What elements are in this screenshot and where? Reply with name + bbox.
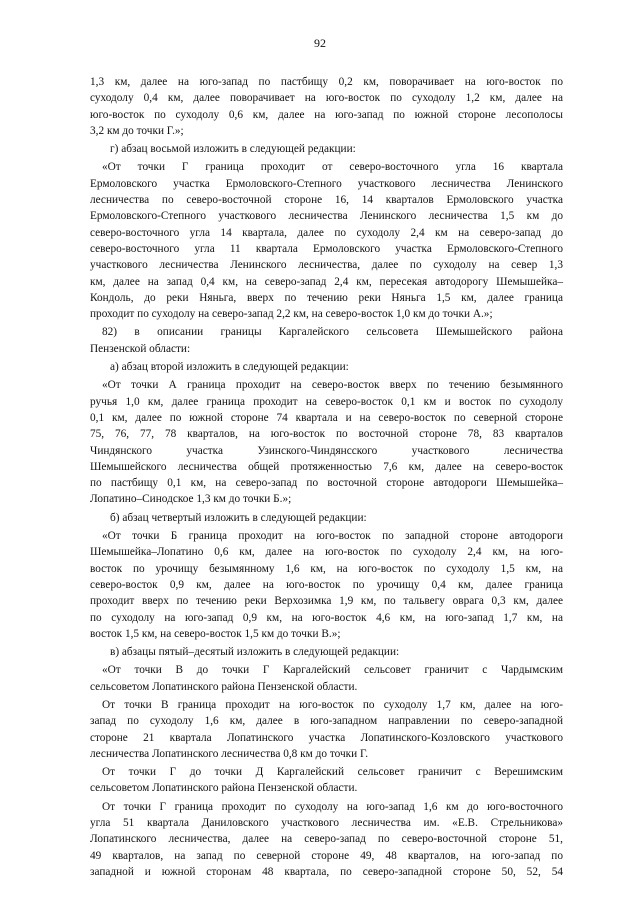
page-number: 92 [314,36,326,50]
text-line: От точки Г до точки Д Каргалейский сельсовет граничит с Верешимским [102,766,563,779]
text-line: проходит вверх по течению реки Верхозимка 1,9 км, по тальвегу оврага 0,3 км, далее [90,595,563,608]
document-body [90,74,563,882]
text-line: «От точки А граница проходит на северо-восток вверх по течению безымянного [102,379,563,392]
text-line: От точки В граница проходит на юго-восток по суходолу 1,7 км, далее на юго- [102,698,563,711]
text-line: запад по суходолу 1,6 км, далее в юго-западном направлении по северо-западной [90,715,563,728]
paragraph [90,159,563,322]
text-line: северо-восточного угла 11 квартала Ермоловского участка Ермоловского-Степного [90,242,563,255]
text-line: «От точки В до точки Г Каргалейский сельсовет граничит с Чардымским [102,664,563,677]
text-line: Пензенской области: [90,342,191,355]
text-line: Шемышейка–Лопатино 0,6 км, далее на юго-восток по суходолу 2,4 км, на юго- [90,546,563,559]
text-line: 82) в описании границы Каргалейского сельсовета Шемышейского района [102,326,563,339]
text-line: От точки Г граница проходит по суходолу на юго-запад 1,6 км до юго-восточного [102,800,563,813]
text-line: западной и южной сторонам 48 квартала, по северо-западной стороне 50, 52, 54 [90,865,563,878]
text-line: сельсоветом Лопатинского района Пензенской области. [90,782,358,795]
text-line: лесничества Лопатинского лесничества 0,8 км до точки Г. [90,747,369,760]
paragraph [90,141,563,157]
paragraph [90,74,563,139]
paragraph [90,644,563,660]
text-line: 0,1 км, далее по южной стороне 74 квартала и на северо-восток по северной стороне [90,411,563,424]
paragraph [90,662,563,695]
text-line: юго-восток по суходолу 0,6 км, далее на юго-запад по южной стороне лесополосы [90,108,563,121]
text-line: проходит по суходолу на северо-запад 2,2 км, на северо-восток 1,0 км до точки А.»; [90,308,493,321]
paragraph [90,510,563,526]
paragraph [90,324,563,357]
text-line: 3,2 км до точки Г.»; [90,124,184,137]
paragraph [90,377,563,507]
text-line: «От точки Г граница проходит от северо-восточного угла 16 квартала [102,161,563,174]
paragraph [90,799,563,880]
paragraph [90,359,563,375]
text-line: а) абзац второй изложить в следующей редакции: [110,361,349,374]
text-line: участкового лесничества Ленинского лесничества, далее по суходолу на север 1,3 [90,259,563,272]
text-line: суходолу 0,4 км, далее поворачивает на юго-восток по суходолу 1,2 км, далее на [90,92,563,105]
text-line: 75, 76, 77, 78 кварталов, на юго-восток по восточной стороне 78, 83 кварталов [90,428,563,441]
text-line: восток 1,5 км, на северо-восток 1,5 км до точки В.»; [90,627,341,640]
paragraph-gap [90,880,563,882]
text-line: б) абзац четвертый изложить в следующей редакции: [110,511,367,524]
text-line: угла 51 квартала Даниловского участкового лесничества им. «Е.В. Стрельникова» [90,817,563,830]
text-line: северо-восточного угла 14 квартала, далее по суходолу 2,4 км на северо-запад до [90,226,563,239]
text-line: лесничества по северо-восточной стороне 16, 14 кварталов Ермоловского участка [90,194,563,207]
text-line: стороне 21 квартала Лопатинского участка Лопатинского-Козловского участкового [90,731,563,744]
text-line: восток по урочищу безымянному 1,6 км, на юго-восток по суходолу 1,5 км, на [90,562,563,575]
text-line: км, далее на запад 0,4 км, на северо-запад 2,4 км, пересекая автодорогу Шемышейка– [90,275,563,288]
text-line: Кондоль, до реки Няньга, вверх по течению реки Няньга 1,5 км, далее граница [90,291,563,304]
text-line: Ермоловского-Степного участкового лесничества Ленинского лесничества 1,5 км до [90,210,563,223]
text-line: г) абзац восьмой изложить в следующей редакции: [110,143,356,156]
text-line: северо-восток 0,9 км, далее на юго-восток по урочищу 0,4 км, далее граница [90,578,563,591]
text-line: Лопатинского лесничества, далее на северо-запад по северо-восточной стороне 51, [90,833,563,846]
text-line: ручья 1,0 км, далее граница проходит на северо-восток 0,1 км и восток по суходолу [90,395,563,408]
text-line: «От точки Б граница проходит на юго-восток по западной стороне автодороги [102,530,563,543]
text-line: Ермоловского участка Ермоловского-Степного участкового лесничества Ленинского [90,177,563,190]
text-line: 1,3 км, далее на юго-запад по пастбищу 0,2 км, поворачивает на юго-восток по [90,76,563,88]
paragraph [90,764,563,797]
text-line: по суходолу на юго-запад 0,9 км, на юго-восток 4,6 км, на юго-запад 1,7 км, на [90,611,563,624]
paragraph [90,697,563,762]
text-line: 49 кварталов, на запад по северной стороне 49, 48 кварталов, на юго-запад по [90,849,563,862]
paragraph [90,528,563,642]
text-line: сельсоветом Лопатинского района Пензенской области. [90,680,358,693]
text-line: в) абзацы пятый–десятый изложить в следующей редакции: [110,646,400,659]
text-line: Чиндянского участка Узинского-Чиндянсского участкового лесничества [90,444,563,457]
text-line: Лопатино–Синодское 1,3 км до точки Б.»; [90,493,292,506]
text-line: по пастбищу 0,1 км, на северо-запад по восточной стороне автодороги Шемышейка– [90,477,563,490]
text-line: Шемышейского лесничества общей протяженностью 7,6 км, далее на северо-восток [90,460,563,473]
